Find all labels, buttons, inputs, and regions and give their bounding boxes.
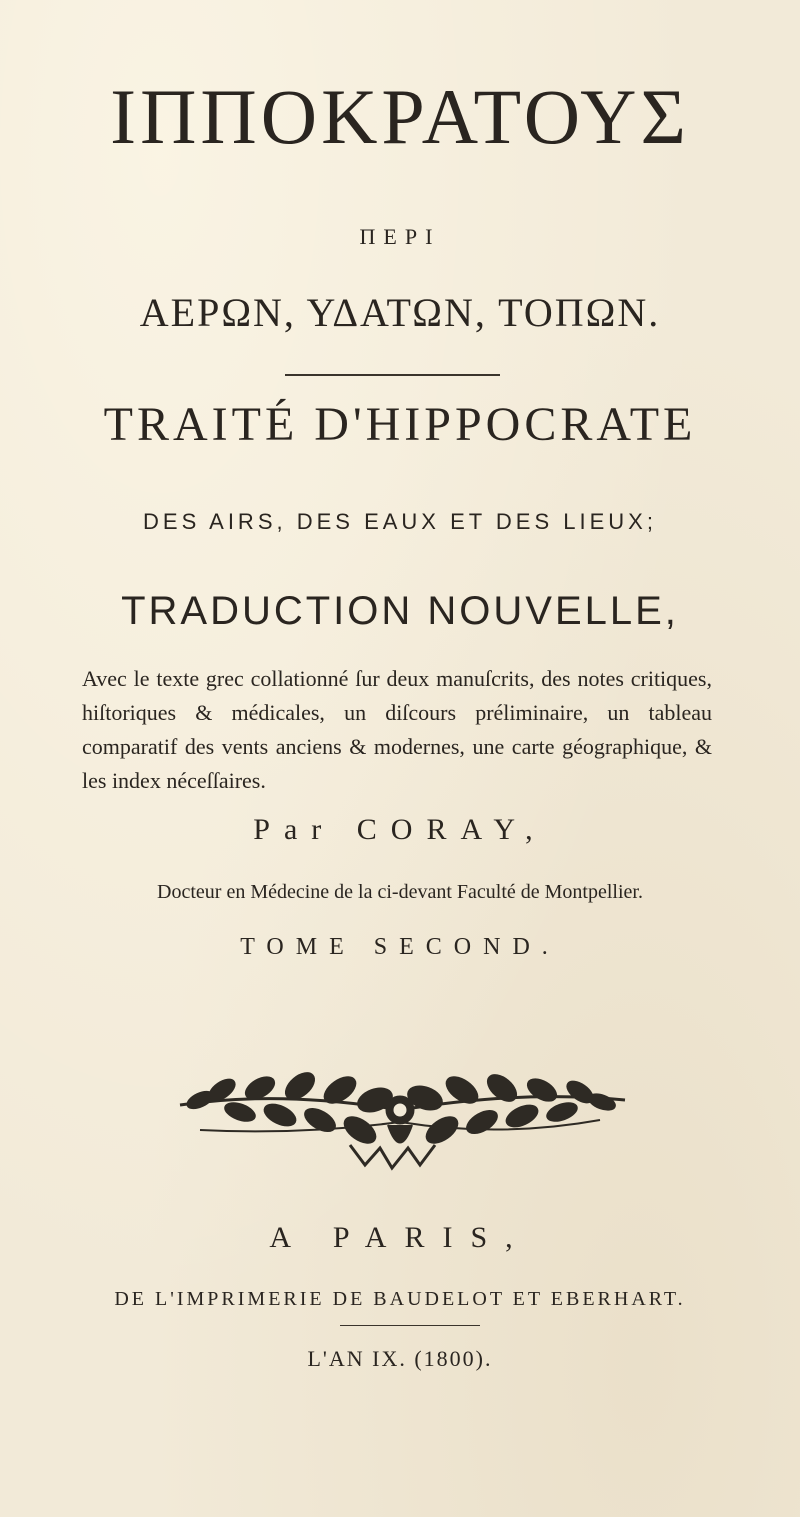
greek-peri: ΠΕΡΙ [359,224,441,249]
greek-title: ΙΠΠΟΚΡΑΤΟΥΣ [110,73,690,160]
translation-heading: TRADUCTION NOUVELLE, [121,589,679,633]
printer-line: DE L'IMPRIMERIE DE BAUDELOT ET EBERHART. [114,1288,686,1310]
publication-date: L'AN IX. (1800). [307,1346,493,1371]
laurel-garland-ornament-icon [160,1060,640,1175]
french-title: TRAITÉ D'HIPPOCRATE [103,398,697,451]
author-credential: Docteur en Médecine de la ci-devant Faculté de Montpellier. [157,881,643,903]
description-paragraph: Avec le texte grec collationné ſur deux manuſcrits, des notes critiques, hiſtoriques & médicales, un diſcours préliminaire, un tableau comparatif des vents anciens & modernes, une carte géographique, & les index néceſſaires. [82,666,712,793]
author-line: Par CORAY, [253,813,547,846]
greek-subtitle: ΑΕΡΩΝ, ΥΔΑΤΩΝ, ΤΟΠΩΝ. [139,290,661,335]
volume-label: TOME SECOND. [240,934,560,960]
french-subtitle: DES AIRS, DES EAUX ET DES LIEUX; [143,509,657,534]
title-divider [285,374,500,376]
place-of-publication: A PARIS, [269,1221,531,1254]
imprint-divider [340,1325,480,1326]
